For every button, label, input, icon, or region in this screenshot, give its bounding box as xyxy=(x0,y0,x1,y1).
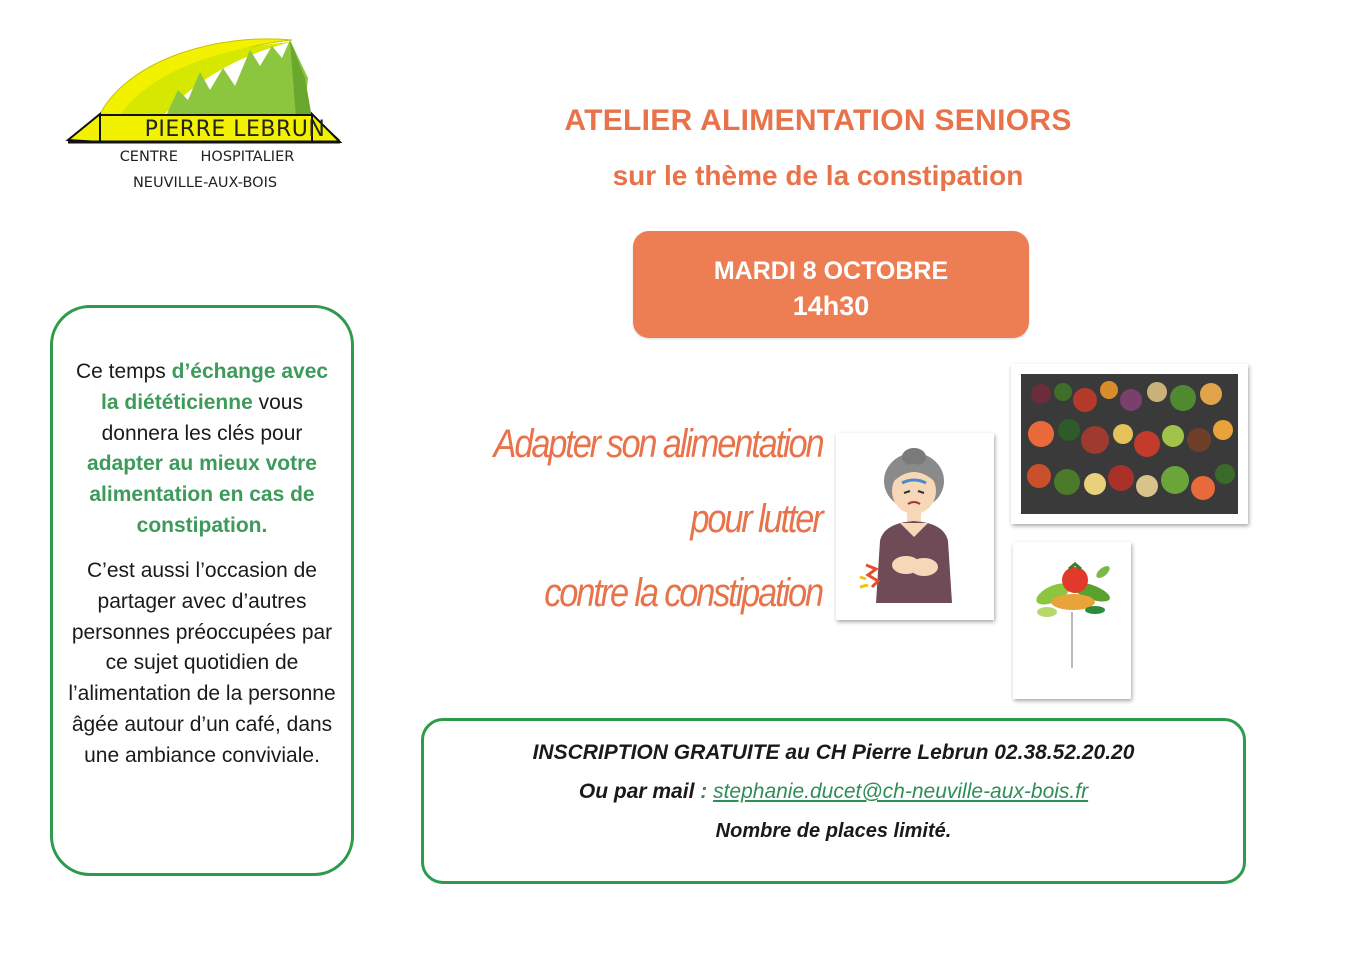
vegetables-illustration xyxy=(1013,542,1131,699)
logo-name: PIERRE LEBRUN xyxy=(144,117,326,142)
info-text: Ce temps xyxy=(75,360,172,383)
info-text: vous donnera les clés pour xyxy=(101,390,303,445)
fruits-vegetables-image xyxy=(1011,364,1248,524)
hospital-logo xyxy=(60,28,350,203)
slogan-line-1: Adapter son alimentation xyxy=(493,422,822,466)
info-paragraph-2: C’est aussi l’occasion de partager avec d’autres personnes préoccupées par ce sujet quotidien de l’alimentation de la personne âgée autour d’un café, dans une ambiance conviviale. xyxy=(68,559,336,767)
places-limit: Nombre de places limité. xyxy=(715,820,952,842)
info-box xyxy=(50,305,354,876)
event-date: MARDI 8 OCTOBRE xyxy=(713,257,949,285)
info-paragraph-1 xyxy=(67,357,337,542)
info-highlight: adapter au mieux votre alimentation en cas de constipation. xyxy=(87,452,317,537)
vegetable-fork-icon xyxy=(1013,542,1131,699)
registration-box xyxy=(421,718,1246,884)
mail-prefix: Ou par mail xyxy=(578,780,695,803)
page-title: ATELIER ALIMENTATION SENIORS xyxy=(564,104,1072,137)
info-highlight: d’échange avec la diététicienne xyxy=(101,360,329,414)
mail-line xyxy=(424,780,1243,804)
woman-illustration xyxy=(836,433,994,620)
event-time: 14h30 xyxy=(792,291,870,321)
registration-line: INSCRIPTION GRATUITE au CH Pierre Lebrun 02.38.52.20.20 xyxy=(532,741,1135,764)
date-box xyxy=(633,231,1029,338)
slogan-line-3: contre la constipation xyxy=(544,571,822,615)
logo-line-1: CENTRE HOSPITALIER xyxy=(119,149,295,165)
slogan-line-2: pour lutter xyxy=(690,497,822,541)
email-link[interactable]: stephanie.ducet@ch-neuville-aux-bois.fr xyxy=(713,780,1089,803)
food-photo xyxy=(1011,364,1248,524)
page-subtitle: sur le thème de la constipation xyxy=(612,160,1024,191)
mail-separator: : xyxy=(694,780,714,803)
logo-line-2: NEUVILLE-AUX-BOIS xyxy=(132,175,278,191)
woman-stomachache-icon xyxy=(836,433,994,620)
